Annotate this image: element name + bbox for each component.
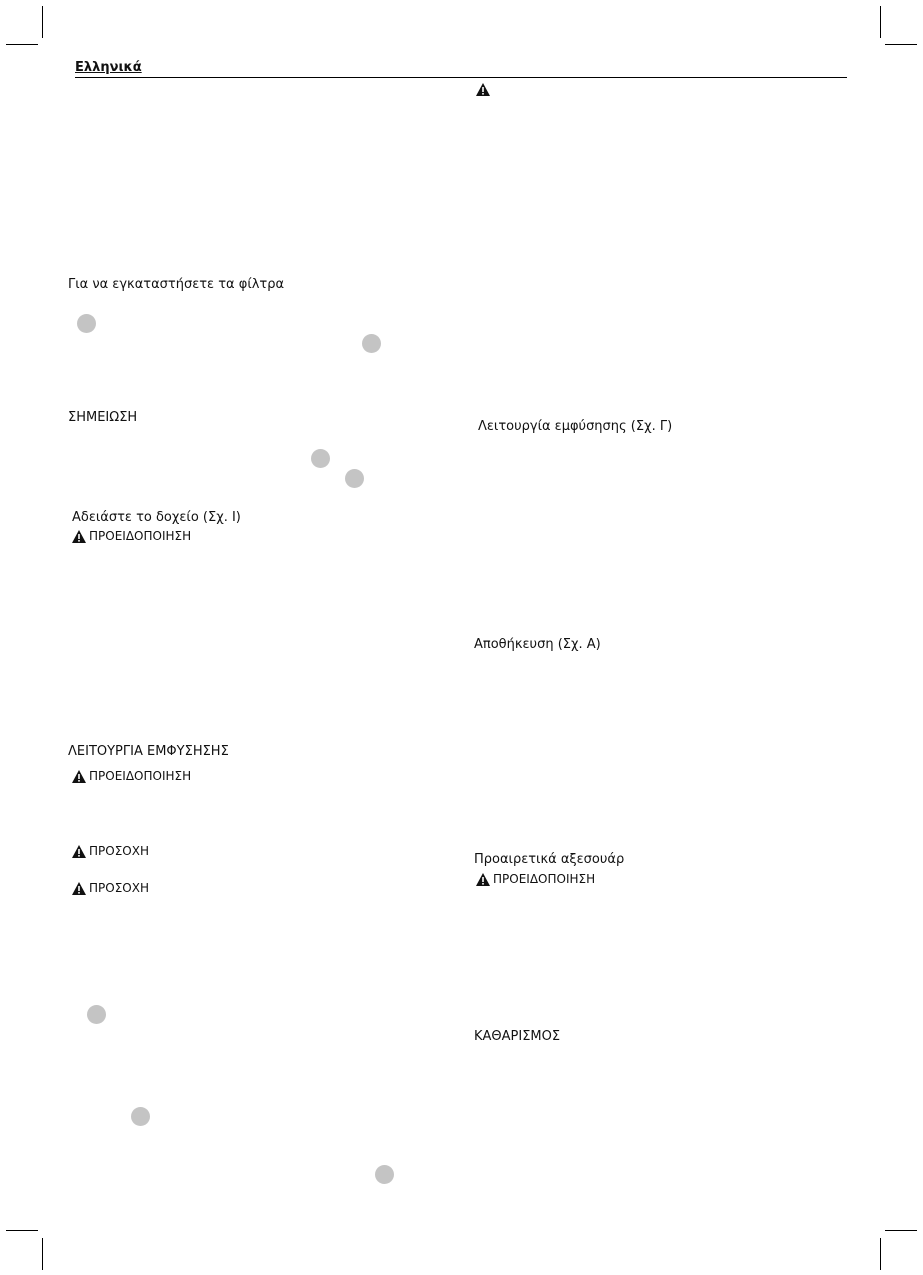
caution-text: ΠΡΟΣΟΧΗ [89, 881, 149, 895]
optional-accessories-heading: Προαιρετικά αξεσουάρ [474, 852, 625, 867]
crop-mark-bottom-right-vertical [880, 1238, 881, 1270]
caution-label [72, 880, 149, 896]
warning-triangle-icon [476, 873, 490, 886]
caution-text: ΠΡΟΣΟΧΗ [89, 844, 149, 858]
crop-mark-top-right-vertical [880, 6, 881, 38]
warning-triangle-icon [72, 882, 86, 895]
crop-mark-bottom-left-horizontal [6, 1230, 38, 1231]
warning-label [476, 871, 595, 887]
reference-marker [345, 469, 364, 488]
crop-mark-bottom-right-horizontal [885, 1230, 917, 1231]
cleaning-heading: ΚΑΘΑΡΙΣΜΟΣ [474, 1029, 561, 1044]
crop-mark-top-right-horizontal [885, 44, 917, 45]
crop-mark-bottom-left-vertical [42, 1238, 43, 1270]
reference-marker [77, 314, 96, 333]
warning-triangle-icon [72, 770, 86, 783]
storage-heading: Αποθήκευση (Σχ. Α) [474, 637, 601, 652]
warning-label [72, 768, 191, 784]
warning-triangle-icon [476, 83, 490, 96]
reference-marker [87, 1005, 106, 1024]
blowing-operation-heading: Λειτουργία εμφύσησης (Σχ. Γ) [478, 419, 673, 434]
warning-text: ΠΡΟΕΙΔΟΠΟΙΗΣΗ [493, 872, 596, 886]
reference-marker [311, 449, 330, 468]
blower-mode-heading: ΛΕΙΤΟΥΡΓΙΑ ΕΜΦΥΣΗΣΗΣ [68, 744, 229, 759]
empty-container-heading: Αδειάστε το δοχείο (Σχ. Ι) [72, 510, 241, 525]
warning-text: ΠΡΟΕΙΔΟΠΟΙΗΣΗ [89, 529, 192, 543]
crop-mark-top-left-horizontal [6, 44, 38, 45]
note-heading: ΣΗΜΕΙΩΣΗ [68, 410, 138, 425]
warning-label [72, 528, 191, 544]
crop-mark-top-left-vertical [42, 6, 43, 38]
reference-marker [131, 1107, 150, 1126]
install-filters-heading: Για να εγκαταστήσετε τα φίλτρα [68, 277, 285, 292]
language-label: Ελληνικά [75, 60, 142, 75]
caution-label [72, 843, 149, 859]
warning-text: ΠΡΟΕΙΔΟΠΟΙΗΣΗ [89, 769, 192, 783]
warning-triangle-icon [72, 845, 86, 858]
warning-triangle-icon [72, 530, 86, 543]
reference-marker [375, 1165, 394, 1184]
reference-marker [362, 334, 381, 353]
header-rule [75, 77, 847, 78]
